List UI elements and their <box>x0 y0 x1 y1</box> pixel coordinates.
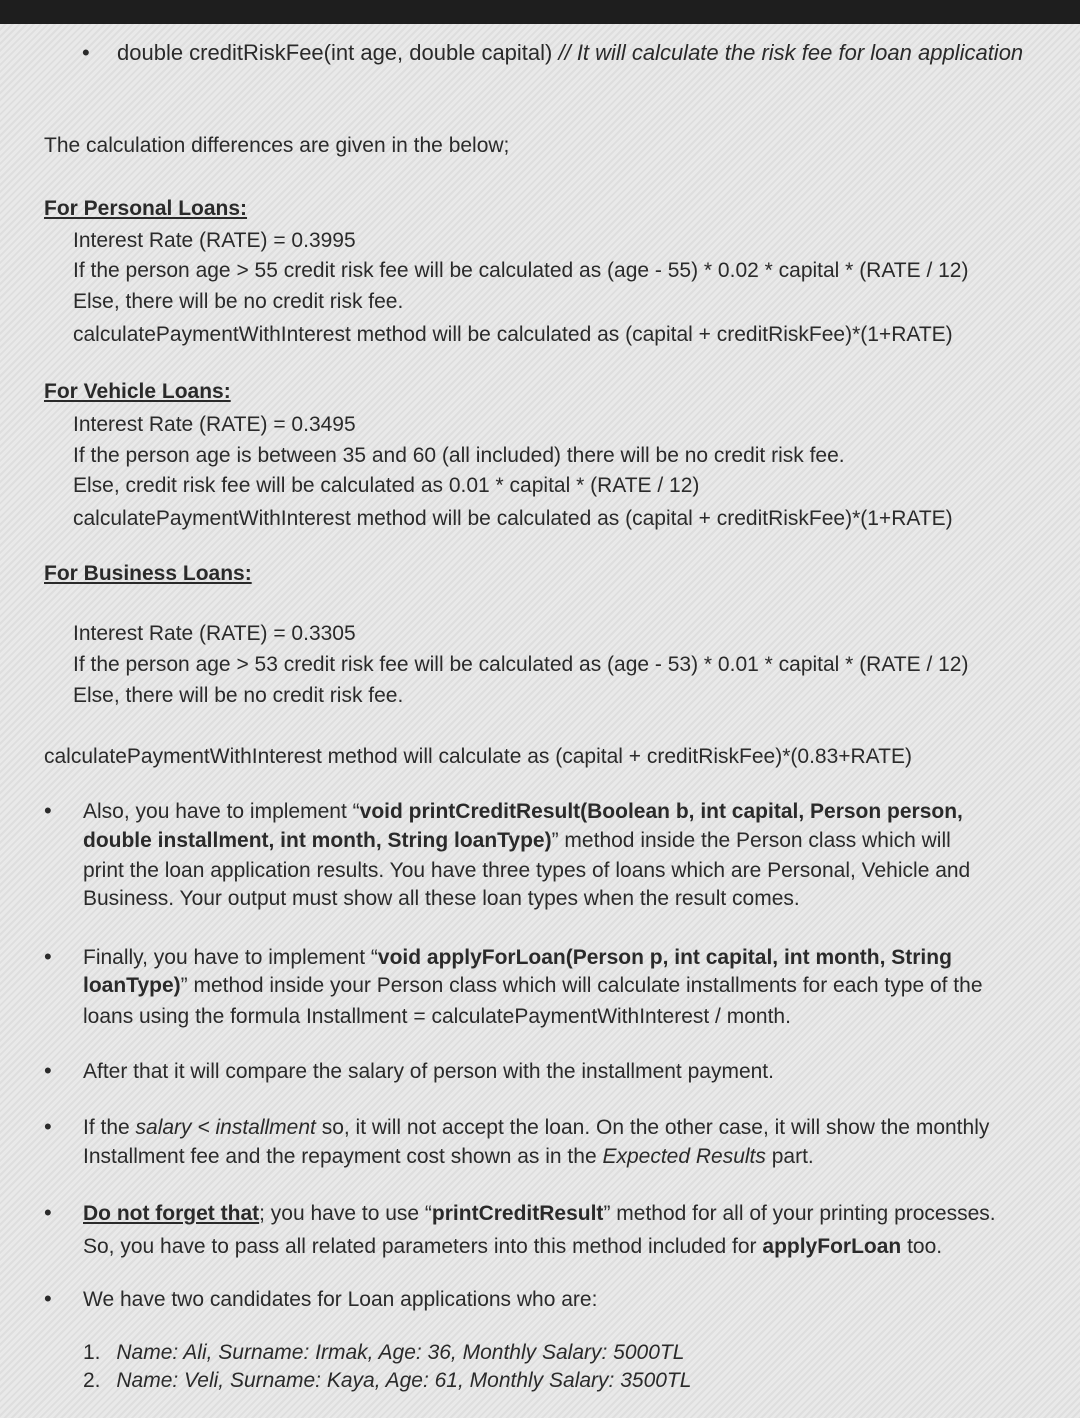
bullet5-code: printCreditResult <box>431 1202 604 1225</box>
method-comment: // It will calculate the risk fee for loan application <box>558 40 1024 65</box>
bullet-icon: • <box>44 944 52 969</box>
bullet4-text-2: Installment fee and the repayment cost shown as in the <box>83 1145 603 1168</box>
bullet2-line3: loans using the formula Installment = calculatePaymentWithInterest / month. <box>83 1005 791 1028</box>
personal-heading: For Personal Loans: <box>44 197 248 220</box>
vehicle-rate: Interest Rate (RATE) = 0.3495 <box>73 413 356 436</box>
candidate-text: Name: Veli, Surname: Kaya, Age: 61, Monthly Salary: 3500TL <box>116 1369 692 1392</box>
candidate-item <box>83 1340 684 1366</box>
personal-rate: Interest Rate (RATE) = 0.3995 <box>73 229 356 252</box>
bullet2-text: Finally, you have to implement “ <box>83 946 378 969</box>
bullet5-line2 <box>83 1234 942 1260</box>
bullet4-condition: salary < installment <box>135 1116 316 1139</box>
method-signature: double creditRiskFee(int age, double capital) <box>117 40 553 65</box>
business-rule-1: If the person age > 53 credit risk fee will be calculated as (age - 53) * 0.01 * capital * (RATE / 12) <box>73 653 969 676</box>
intro-text: The calculation differences are given in the below; <box>44 134 510 157</box>
bullet5-text: ; you have to use “ <box>259 1202 432 1225</box>
candidate-number: 2. <box>83 1369 101 1392</box>
business-rule-3: calculatePaymentWithInterest method will calculate as (capital + creditRiskFee)*(0.83+RATE) <box>44 745 912 768</box>
bullet5-line1 <box>83 1201 996 1227</box>
bullet2-line1 <box>83 945 952 971</box>
bullet5-code-2: applyForLoan <box>762 1235 902 1258</box>
bullet5-text-2: So, you have to pass all related parameters into this method included for <box>83 1235 763 1258</box>
vehicle-rule-1: If the person age is between 35 and 60 (all included) there will be no credit risk fee. <box>73 444 845 467</box>
top-bullet-line <box>117 40 1023 66</box>
vehicle-rule-2: Else, credit risk fee will be calculated as 0.01 * capital * (RATE / 12) <box>73 474 700 497</box>
bullet1-text-cont: ” method inside the Person class which will <box>551 829 951 852</box>
bullet6-line: We have two candidates for Loan applications who are: <box>83 1288 598 1311</box>
bullet4-text-3: part. <box>765 1145 814 1168</box>
vehicle-rule-3: calculatePaymentWithInterest method will be calculated as (capital + creditRiskFee)*(1+RATE) <box>73 507 953 530</box>
candidate-text: Name: Ali, Surname: Irmak, Age: 36, Monthly Salary: 5000TL <box>116 1341 685 1364</box>
bullet1-code: void printCreditResult(Boolean b, int capital, Person person, <box>359 800 963 823</box>
bullet4-line2 <box>83 1144 814 1170</box>
business-rule-2: Else, there will be no credit risk fee. <box>73 684 404 707</box>
bullet-icon: • <box>82 40 90 65</box>
personal-rule-1: If the person age > 55 credit risk fee will be calculated as (age - 55) * 0.02 * capital * (RATE / 12) <box>73 259 969 282</box>
personal-rule-2: Else, there will be no credit risk fee. <box>73 290 404 313</box>
bullet2-code: void applyForLoan(Person p, int capital, int month, String <box>377 946 952 969</box>
bullet5-text-cont: ” method for all of your printing processes. <box>603 1202 996 1225</box>
bullet3-line: After that it will compare the salary of person with the installment payment. <box>83 1060 774 1083</box>
bullet-icon: • <box>44 1114 52 1139</box>
bullet1-line3: print the loan application results. You have three types of loans which are Personal, Vehicle and <box>83 859 971 882</box>
bullet-icon: • <box>44 1286 52 1311</box>
bullet2-text-cont: ” method inside your Person class which will calculate installments for each type of the <box>180 974 983 997</box>
bullet1-line4: Business. Your output must show all these loan types when the result comes. <box>83 887 800 910</box>
candidate-number: 1. <box>83 1341 101 1364</box>
business-heading: For Business Loans: <box>44 562 252 585</box>
business-rate: Interest Rate (RATE) = 0.3305 <box>73 622 356 645</box>
bullet-icon: • <box>44 1058 52 1083</box>
bullet2-code-cont: loanType) <box>83 974 181 997</box>
vehicle-heading: For Vehicle Loans: <box>44 380 231 403</box>
bullet4-expected-results: Expected Results <box>602 1145 766 1168</box>
bullet-icon: • <box>44 798 52 823</box>
bullet5-warning: Do not forget that <box>83 1202 260 1225</box>
bullet4-text: If the <box>83 1116 136 1139</box>
candidate-item <box>83 1368 691 1394</box>
bullet1-line2 <box>83 828 951 854</box>
bullet-icon: • <box>44 1200 52 1225</box>
bullet1-line1 <box>83 799 963 825</box>
personal-rule-3: calculatePaymentWithInterest method will be calculated as (capital + creditRiskFee)*(1+RATE) <box>73 323 953 346</box>
bullet5-text-3: too. <box>901 1235 943 1258</box>
top-dark-bar <box>0 0 1080 24</box>
bullet2-line2 <box>83 973 983 999</box>
bullet1-code-cont: double installment, int month, String loanType) <box>83 829 552 852</box>
bullet4-line1 <box>83 1115 989 1141</box>
bullet4-text-cont: so, it will not accept the loan. On the other case, it will show the monthly <box>315 1116 990 1139</box>
bullet1-text: Also, you have to implement “ <box>83 800 360 823</box>
